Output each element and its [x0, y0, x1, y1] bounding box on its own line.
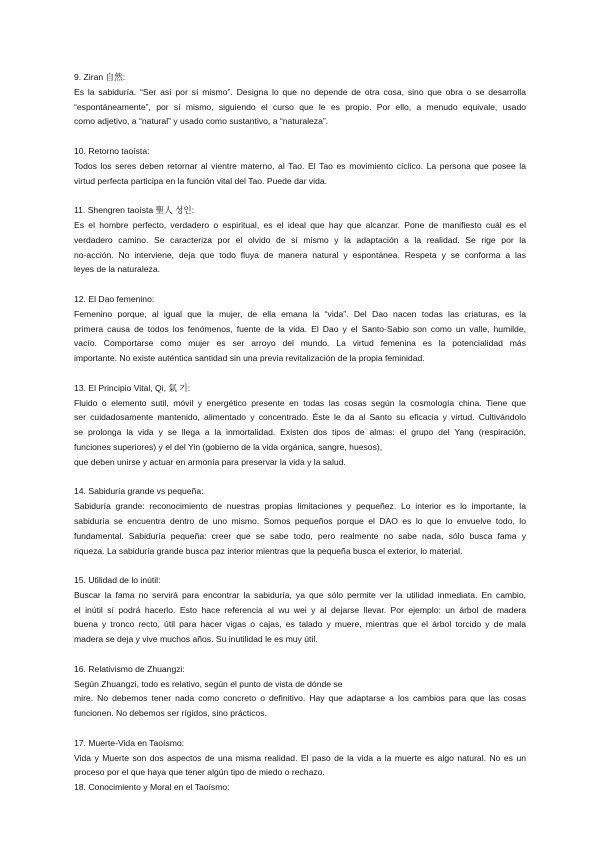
section-heading: 9. Ziran 自然: — [74, 72, 126, 82]
paragraph-line: verdadero camino. Se caracteriza por el olvido de sí mismo y la adaptación a la realidad. Se rige por la — [74, 234, 526, 245]
paragraph-line: el inútil sí podrá hacerlo. Esto hace referencia al wu wei y al dejarse llevar. Por ejemplo: un árbol de madera — [74, 604, 526, 615]
section-heading: 13. El Principio Vital, Qi, 氣 기: — [74, 382, 191, 393]
section-conocimiento-moral — [74, 780, 526, 795]
section-ziran — [74, 70, 526, 129]
paragraph-line: Femenino porque, al igual que la mujer, de ella emana la “vida”. Del Dao nacen todas las criaturas, es la — [74, 308, 526, 319]
section-dao-femenino — [74, 292, 526, 366]
paragraph-line: buena y tronco recto, útil para hacer vigas o cajas, es talado y muere, mientras que el árbol torcido y de mala — [74, 619, 526, 630]
paragraph-line: Sabiduría grande: reconocimiento de nuestras propias limitaciones y pequeñez. Lo interior es lo importante, la — [74, 501, 526, 512]
section-retorno-taoista — [74, 144, 526, 188]
section-utilidad-inutil — [74, 573, 526, 647]
section-heading: 10. Retorno taoísta: — [74, 145, 150, 156]
paragraph-line: ser cuidadosamente mantenido, alimentado y concentrado. Éste le da al Santo su eficacia y virtud. Cultivándolo — [74, 412, 526, 423]
section-heading: 12. El Dao femenino: — [74, 293, 155, 304]
paragraph-line: Vida y Muerte son dos aspectos de una misma realidad. El paso de la vida a la muerte es algo natural. No es un — [74, 752, 526, 763]
paragraph-line: Es la sabiduría. “Ser así por sí mismo”. Designa lo que no depende de otra cosa, sino que obra o se desarrolla — [74, 86, 526, 97]
paragraph-line: “espontáneamente”, por sí mismo, siguiendo el curso que le es propio. Por ello, a menudo equivale, usado — [74, 101, 526, 112]
paragraph-line: virtud perfecta participa en la función vital del Tao. Puede dar vida. — [74, 175, 328, 186]
section-sabiduria — [74, 484, 526, 558]
paragraph-line: se prolonga la vida y se llega a la inmortalidad. Existen dos tipos de almas: el grupo del Yang (respiración, — [74, 427, 526, 438]
section-principio-vital — [74, 381, 526, 470]
section-heading: 16. Relativismo de Zhuangzi: — [74, 663, 185, 674]
paragraph-line: fundamental. Sabiduría pequeña: creer que se sabe todo, pero realmente no sabe nada, sólo busca fama y — [74, 530, 526, 541]
section-heading: 11. Shengren taoísta 聖人 성인: — [74, 205, 195, 216]
section-heading: 17. Muerte-Vida en Taoísmo: — [74, 737, 185, 748]
section-heading: 14. Sabiduría grande vs pequeña: — [74, 486, 204, 497]
paragraph-line: proceso por el que haya que tener algún tipo de miedo o rechazo. — [74, 767, 325, 778]
paragraph-line: funcionen. No debemos ser rígidos, sino prácticos. — [74, 708, 267, 719]
paragraph-line: Es el hombre perfecto, verdadero o espiritual, es el ideal que hay que alcanzar. Pone de manifiesto cuál es el — [74, 219, 526, 230]
section-muerte-vida — [74, 736, 526, 780]
paragraph-line: sabiduría se encuentra dentro de uno mismo. Somos pequeños porque el DAO es lo que lo envuelve todo, lo — [74, 515, 526, 526]
paragraph-line: madera se deja y vive muchos años. Su inutilidad le es muy útil. — [74, 634, 318, 645]
paragraph-line: no-acción. No interviene, deja que todo fluya de manera natural y espontánea. Respeta y se conforma a las — [74, 249, 526, 260]
paragraph-line: leyes de la naturaleza. — [74, 264, 160, 275]
section-shengren — [74, 203, 526, 277]
paragraph-line: que deben unirse y actuar en armonía para preservar la vida y la salud. — [74, 456, 346, 467]
paragraph-line: funciones superiores) y el del Yin (gobierno de la vida orgánica, sangre, huesos), — [74, 441, 383, 452]
paragraph-line: importante. No existe auténtica santidad sin una previa revitalización de la propia feminidad. — [74, 353, 425, 364]
paragraph-line: Buscar la fama no servirá para encontrar la sabiduría, ya que sólo permite ver la utilidad inmediata. En cambio, — [74, 589, 526, 600]
paragraph-line: Fluido o elemento sutil, móvil y energético presente en todas las cosas según la cosmología china. Tiene que — [74, 397, 526, 408]
paragraph-line: riqueza. La sabiduría grande busca paz interior mientras que la pequeña busca el exterior, lo material. — [74, 545, 463, 556]
paragraph-line: como adjetivo, a “natural” y usado como sustantivo, a “naturaleza”. — [74, 116, 329, 127]
paragraph-line: Todos los seres deben retornar al vientre materno, al Tao. El Tao es movimiento cíclico. La persona que posee la — [74, 160, 526, 171]
paragraph-line: primera causa de todos los fenómenos, fuente de la vida. El Dao y el Santo-Sabio son como un valle, humilde, — [74, 323, 526, 334]
paragraph-line: Según Zhuangzi, todo es relativo, según el punto de vista de dónde se — [74, 678, 343, 689]
paragraph-line: mire. No debemos tener nada como concreto o definitivo. Hay que adaptarse a los cambios para que las cosas — [74, 693, 526, 704]
section-heading: 18. Conocimiento y Moral en el Taoísmo: — [74, 782, 230, 793]
section-relativismo — [74, 662, 526, 721]
paragraph-line: vacío. Comportarse como mujer es ser arroyo del mundo. La virtud femenina es la potencialidad más — [74, 338, 526, 349]
section-heading: 15. Utilidad de lo inútil: — [74, 575, 161, 586]
